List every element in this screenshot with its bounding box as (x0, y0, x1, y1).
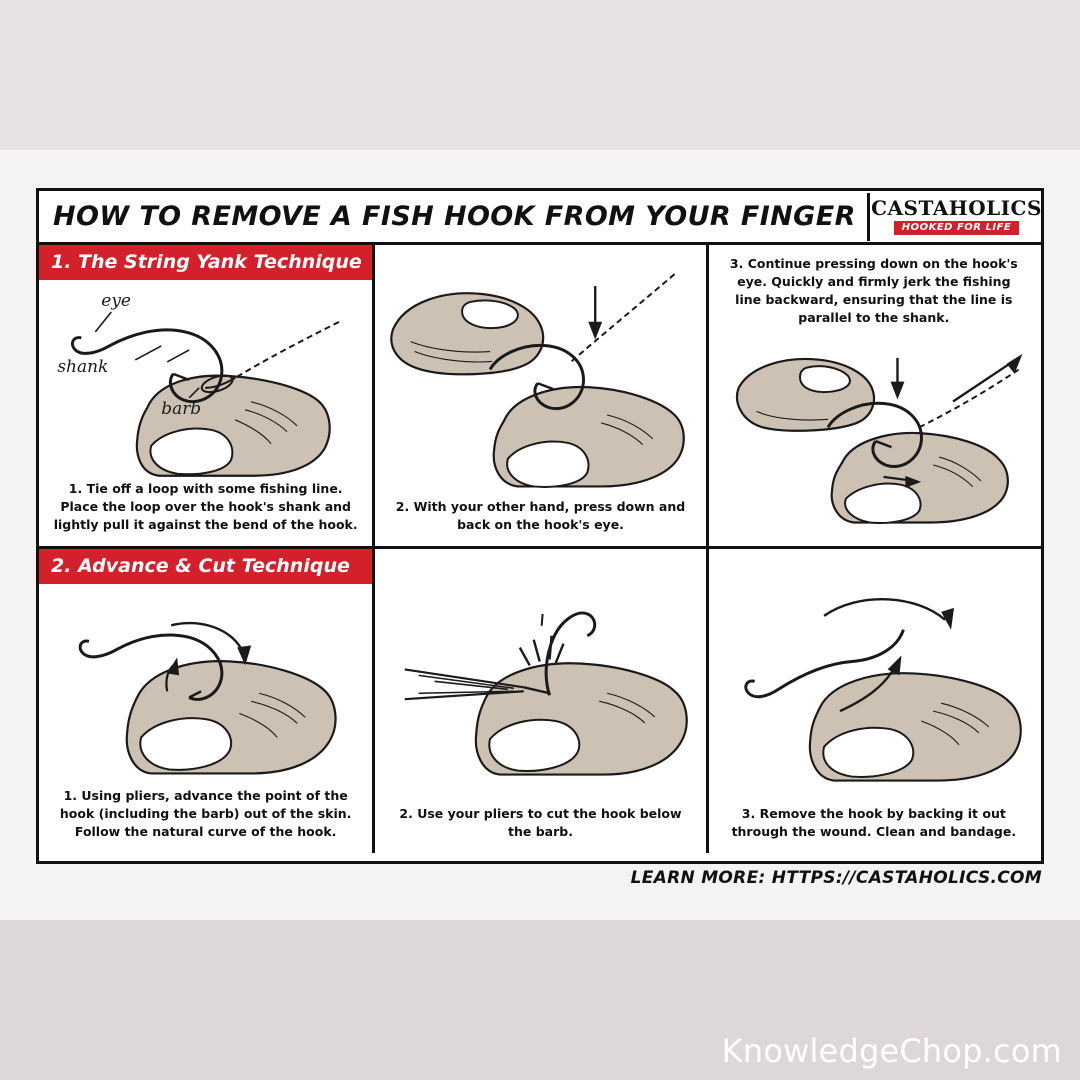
diagram-advance-hook-point (39, 584, 372, 787)
label-barb: barb (161, 398, 202, 419)
panel-2-2 (372, 549, 705, 853)
diagram-hook-anatomy (39, 280, 372, 480)
panel-caption-2-2: 2. Use your pliers to cut the hook below the barb. (399, 805, 682, 839)
brand-tagline: HOOKED FOR LIFE (894, 221, 1020, 235)
panel-caption-1-2: 2. With your other hand, press down and back on the hook's eye. (395, 498, 686, 532)
learn-more-link[interactable]: LEARN MORE: HTTPS://CASTAHOLICS.COM (630, 868, 1042, 888)
panel-caption-1-1: 1. Tie off a loop with some fishing line. Place the loop over the hook's shank and lightly pull it against the bend of the hook. (53, 480, 358, 532)
top-background-band (0, 0, 1080, 150)
panel-heading-1-3: 3. Continue pressing down on the hook's eye. Quickly and firmly jerk the fishing line backward, ensuring that the line is parallel to the shank. (729, 256, 1018, 326)
watermark: KnowledgeChop.com (721, 1032, 1062, 1070)
panel-1-3 (706, 245, 1039, 546)
section-banner-1: 1. The String Yank Technique (39, 245, 372, 280)
infographic-poster (36, 188, 1044, 864)
poster-header (39, 191, 1041, 245)
section-banner-2: 2. Advance & Cut Technique (39, 549, 372, 584)
panel-2-1 (39, 549, 372, 853)
section-row-string-yank (39, 245, 1041, 549)
panel-caption-2-1: 1. Using pliers, advance the point of the hook (including the barb) out of the skin. Follow the natural curve of the hook. (59, 787, 352, 839)
label-shank: shank (57, 356, 109, 377)
brand-name: CASTAHOLICS (871, 196, 1042, 220)
brand-logo (867, 193, 1042, 241)
panel-1-1 (39, 245, 372, 546)
panel-1-2 (372, 245, 705, 546)
panel-2-3 (706, 549, 1039, 853)
diagram-jerk-line-backward (709, 328, 1039, 535)
section-row-advance-cut (39, 549, 1041, 853)
diagram-press-down-eye (375, 245, 705, 498)
diagram-cut-hook-below-barb (375, 549, 705, 805)
panel-caption-1-3 (709, 534, 1039, 546)
label-eye: eye (101, 290, 131, 311)
diagram-back-hook-out (709, 549, 1039, 805)
panel-caption-2-3: 3. Remove the hook by backing it out through the wound. Clean and bandage. (731, 805, 1017, 839)
page-title: HOW TO REMOVE A FISH HOOK FROM YOUR FINGER (53, 201, 856, 232)
